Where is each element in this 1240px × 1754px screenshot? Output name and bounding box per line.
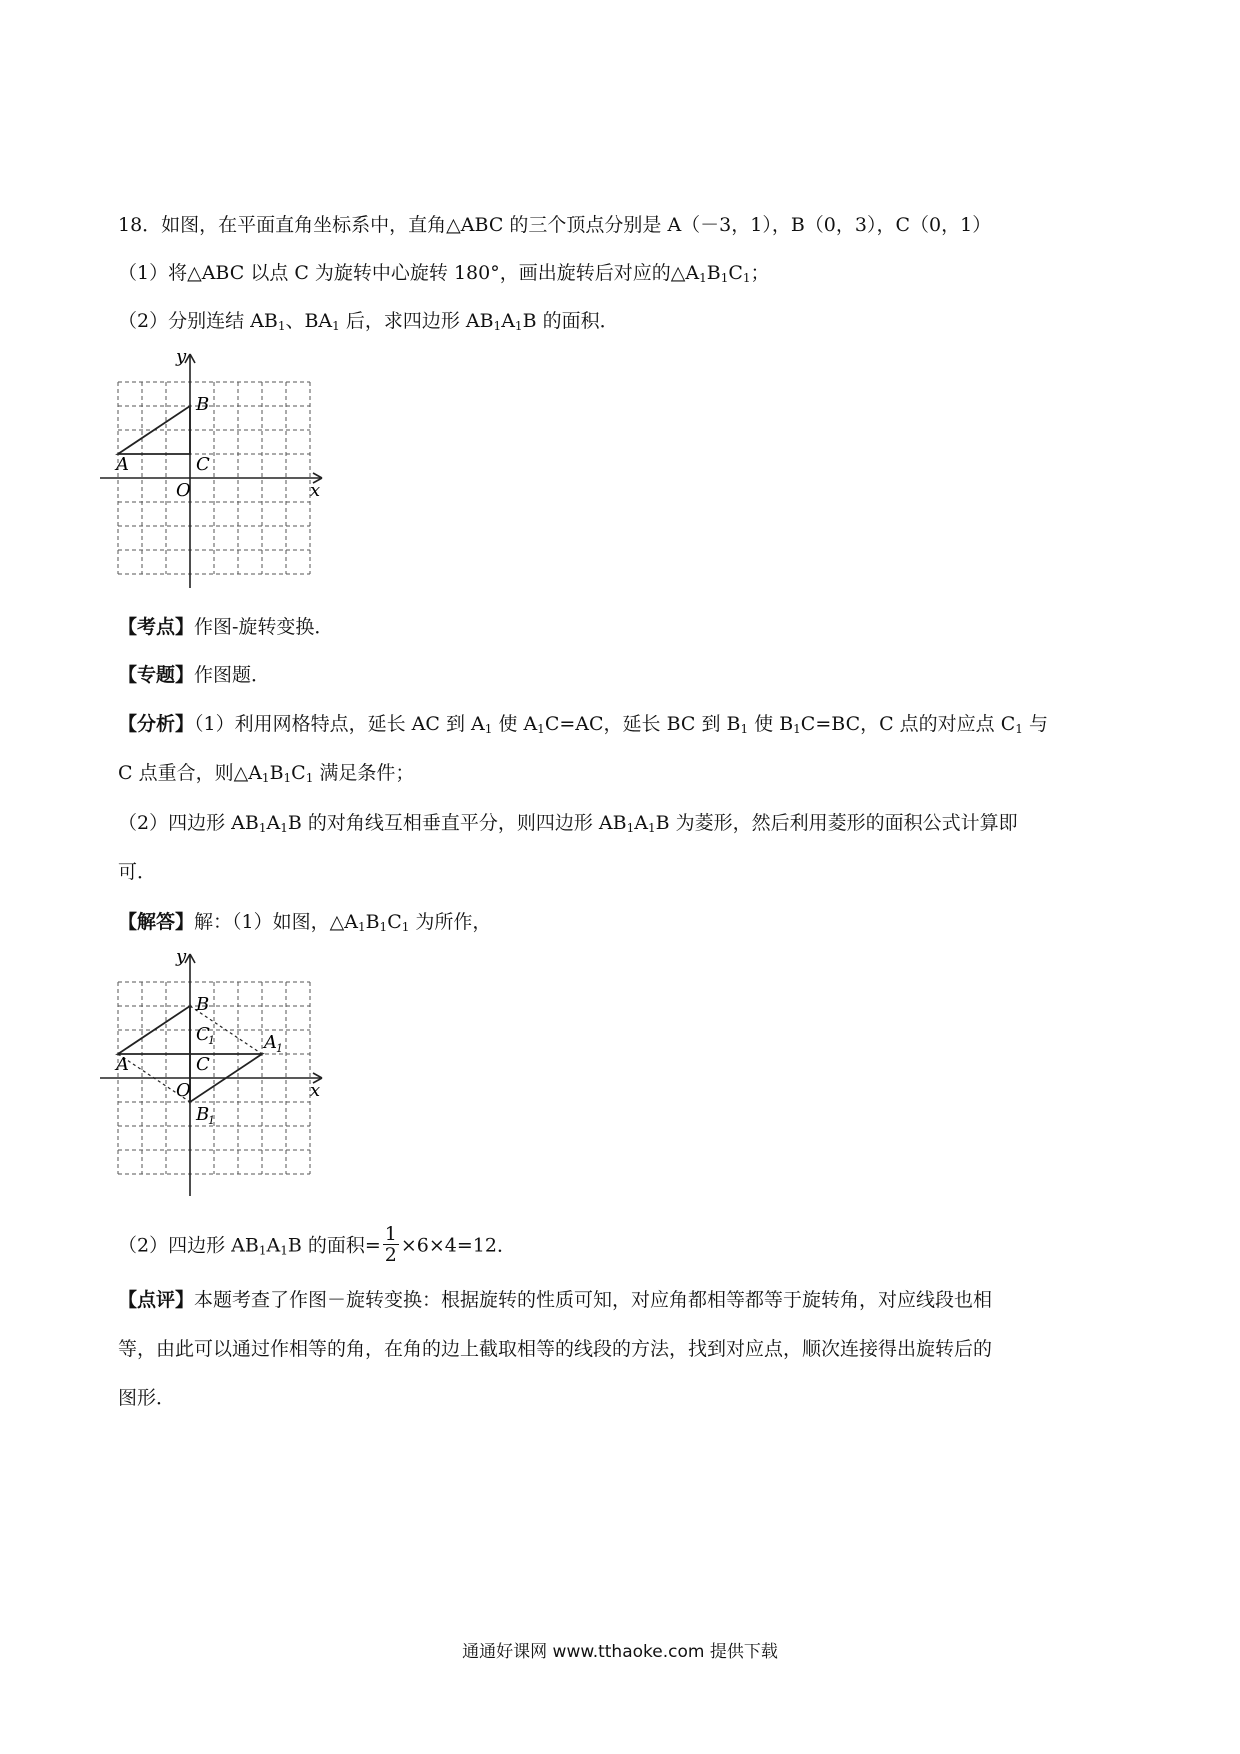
- footer: 通通好课网 www.tthaoke.com 提供下载: [462, 1642, 778, 1662]
- zhuanti: 【专题】作图题．: [118, 664, 271, 686]
- label-c: C: [196, 454, 210, 475]
- label-a1-sub: 1: [276, 1042, 283, 1055]
- label-b: B: [196, 994, 210, 1015]
- fenxi-line-4: 可．: [118, 861, 157, 883]
- label-c1-sub: 1: [208, 1034, 215, 1047]
- label-c1: C: [196, 1024, 210, 1045]
- label-y: y: [176, 348, 187, 367]
- label-b1-sub: 1: [208, 1114, 215, 1127]
- label-a1: A: [264, 1032, 277, 1053]
- kaodian: 【考点】作图-旋转变换．: [118, 616, 334, 638]
- question-2: （2）分别连结 $AB_1$、$BA_1$ 后，求四边形 $AB_1A_1B$ 的面积．: [118, 310, 619, 333]
- dianping-line-3: 图形．: [118, 1387, 176, 1409]
- label-a: A: [116, 454, 129, 475]
- question-1: （1）将△ABC 以点 C 为旋转中心旋转 180°，画出旋转后对应的$\triangle A_1B_1C_1$；: [118, 262, 770, 285]
- label-x: x: [310, 1080, 321, 1101]
- jieda: 【解答】解：（1）如图，$\triangle A_1B_1C_1$ 为所作，: [118, 911, 492, 934]
- coordinate-figure-1: [100, 348, 330, 588]
- problem-stem: 18．如图，在平面直角坐标系中，直角△ABC 的三个顶点分别是 A（－3，1），B（0，3），C（0，1）: [118, 214, 992, 236]
- label-b: B: [196, 394, 210, 415]
- dianping-line-1: 【点评】本题考查了作图－旋转变换：根据旋转的性质可知，对应角都相等都等于旋转角，对应线段也相: [118, 1289, 993, 1311]
- fenxi-line-1: 【分析】（1）利用网格特点，延长 AC 到 $A_1$ 使 $A_1C=AC$，延长 BC 到 $B_1$ 使 $B_1C=BC$，C 点的对应点 $C_1$ 与: [118, 713, 1048, 736]
- fraction-one-half: $\frac{1}{2}$: [384, 1223, 397, 1266]
- fenxi-line-2: C 点重合，则$\triangle A_1B_1C_1$ 满足条件；: [118, 762, 415, 785]
- dianping-line-2: 等，由此可以通过作相等的角，在角的边上截取相等的线段的方法，找到对应点，顺次连接得出旋转后的: [118, 1338, 993, 1360]
- label-c: C: [196, 1054, 210, 1075]
- label-y: y: [176, 948, 187, 967]
- fenxi-line-3: （2）四边形 $AB_1A_1B$ 的对角线互相垂直平分，则四边形 $AB_1A_1B$ 为菱形，然后利用菱形的面积公式计算即: [118, 812, 1018, 835]
- label-b1: B: [196, 1104, 210, 1125]
- label-a: A: [116, 1054, 129, 1075]
- coordinate-figure-2: [100, 948, 340, 1196]
- label-o: O: [176, 1080, 191, 1101]
- label-x: x: [310, 480, 321, 501]
- area-line: （2）四边形 $AB_1A_1B$ 的面积= $\frac{1}{2}$ ×6×4=12．: [118, 1223, 516, 1266]
- label-o: O: [176, 480, 191, 501]
